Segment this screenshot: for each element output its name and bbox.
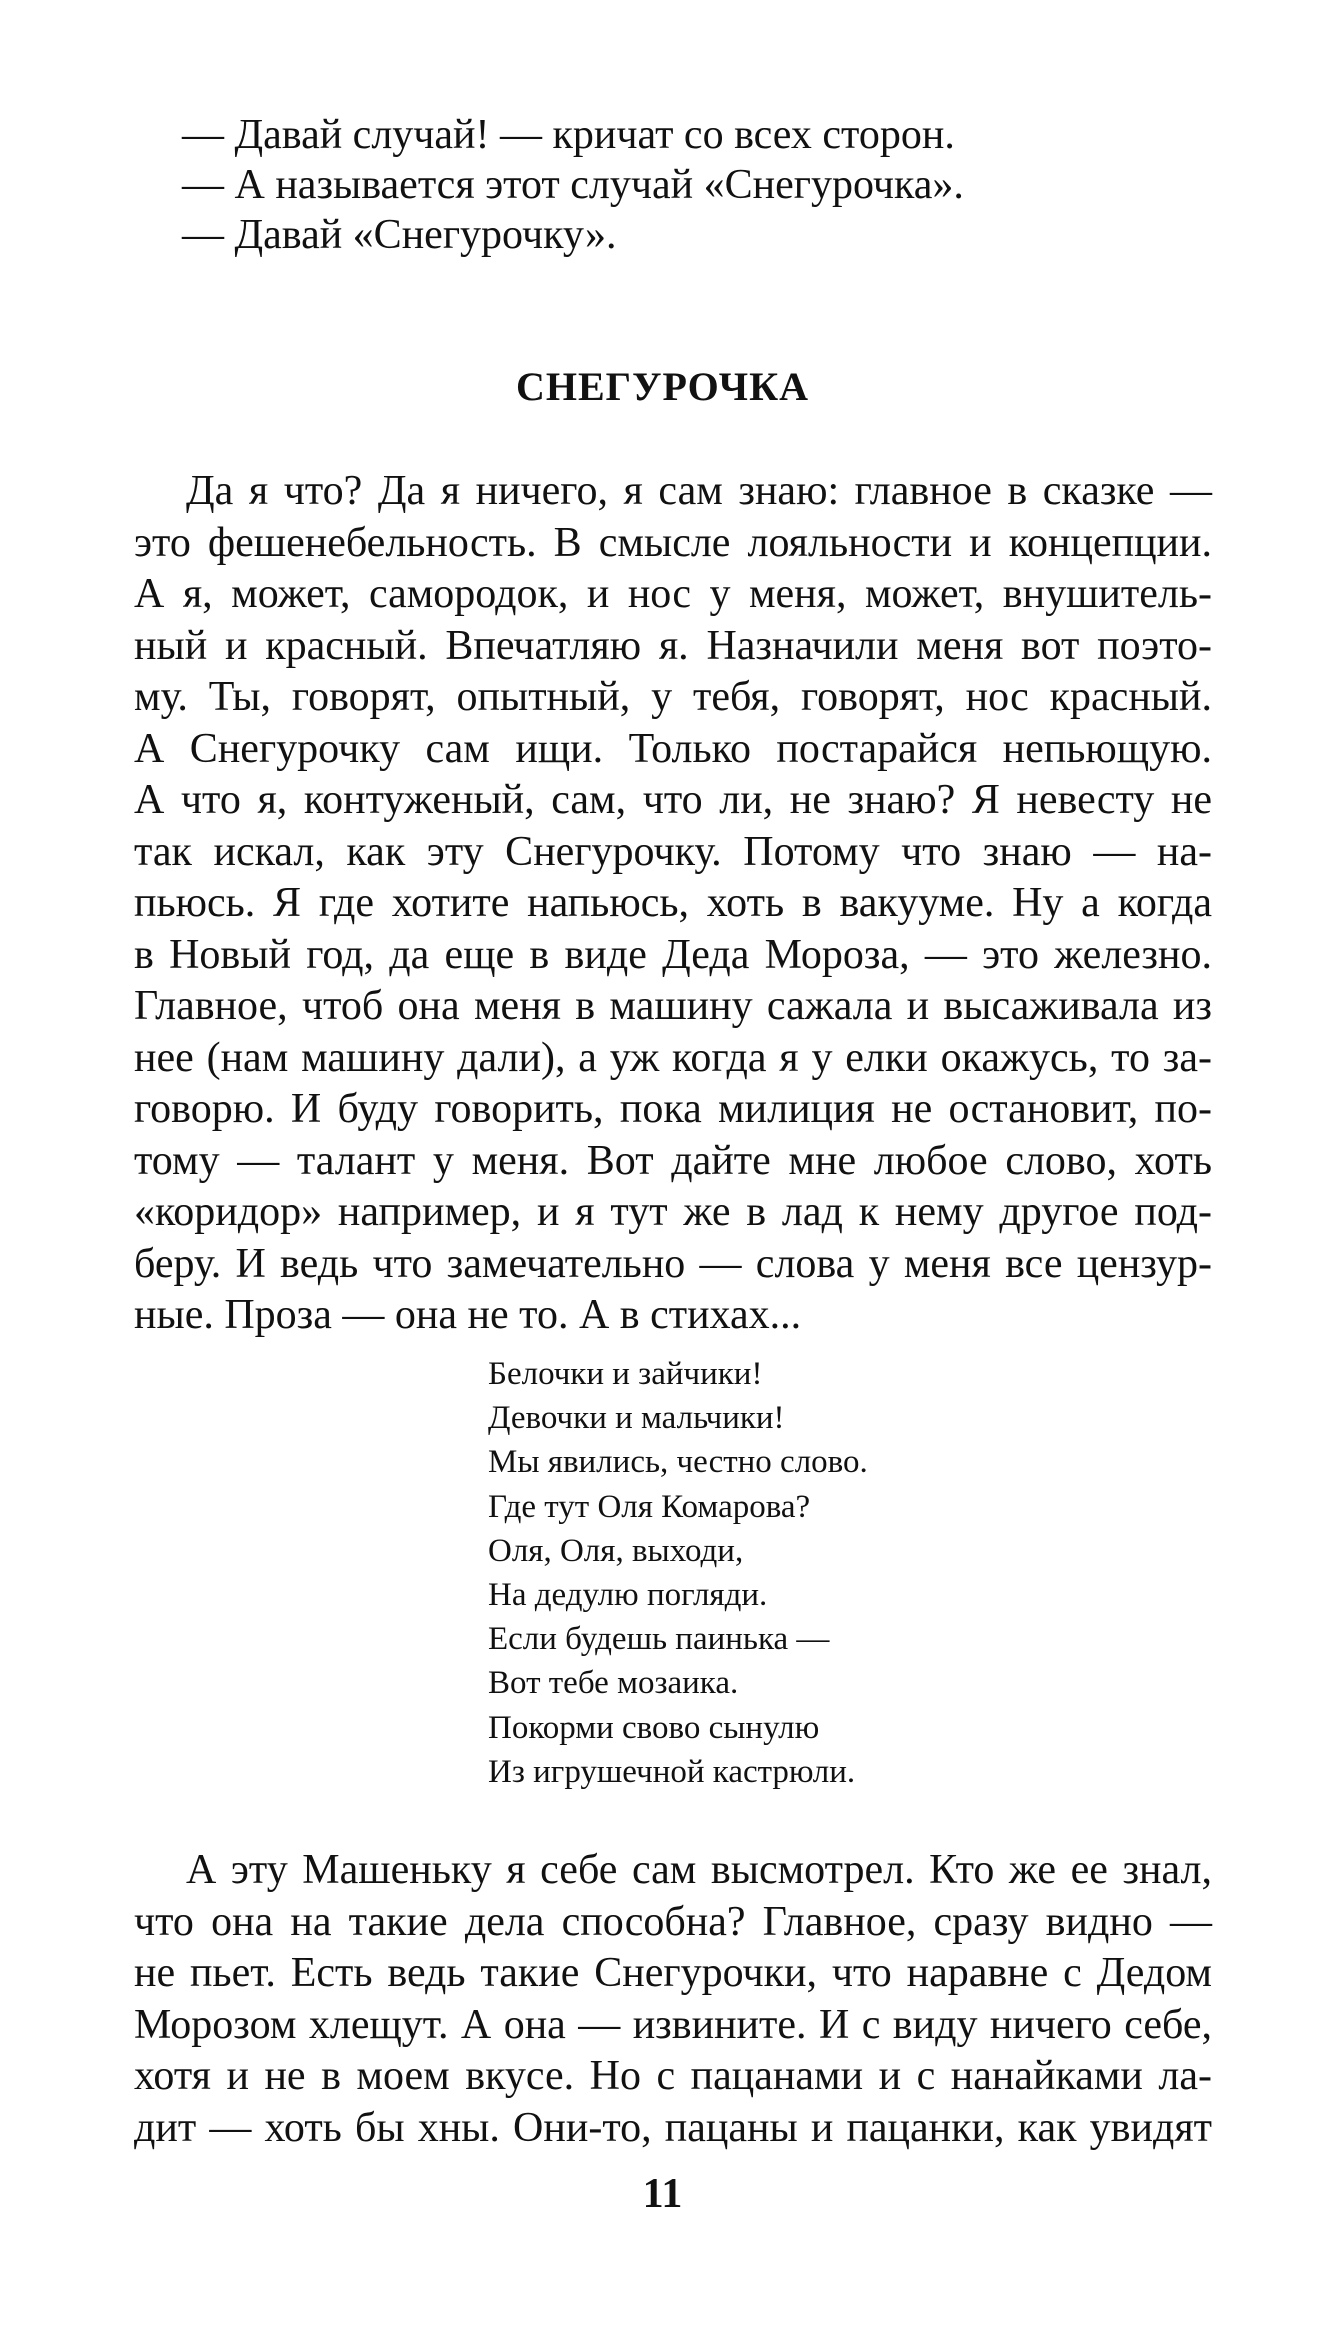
poem-block	[488, 1352, 1048, 1794]
text-line: Да я что? Да я ничего, я сам знаю: главное в сказке —	[186, 468, 1212, 514]
paragraph-1	[134, 466, 1212, 1342]
dialogue-block	[182, 110, 1232, 260]
chapter-title: СНЕГУРОЧКА	[515, 364, 810, 409]
text-line: му. Ты, говорят, опытный, у тебя, говорят, нос красный.	[134, 674, 1212, 720]
text-line: нее (нам машину дали), а уж когда я у елки окажусь, то за-	[134, 1034, 1212, 1081]
poem-line: Мы явились, честно слово.	[488, 1444, 868, 1481]
text-line: А я, может, самородок, и нос у меня, может, внушитель-	[134, 571, 1212, 617]
dialogue-line: — А называется этот случай «Снегурочка».	[182, 162, 964, 208]
text-line: А эту Машеньку я себе сам высмотрел. Кто же ее знал,	[186, 1847, 1212, 1893]
poem-line: Где тут Оля Комарова?	[488, 1488, 811, 1525]
poem-line: Белочки и зайчики!	[488, 1356, 763, 1392]
text-line: Главное, чтоб она меня в машину сажала и высаживала из	[134, 983, 1212, 1029]
dialogue-line: — Давай «Снегурочку».	[182, 212, 617, 258]
text-line: «коридор» например, и я тут же в лад к нему другое под-	[134, 1189, 1212, 1235]
poem-line: Из игрушечной кастрюли.	[488, 1753, 856, 1790]
text-line: что она на такие дела способна? Главное, сразу видно —	[134, 1898, 1212, 1945]
text-line: А Снегурочку сам ищи. Только постарайся непьющую.	[134, 725, 1212, 772]
text-line: А что я, контуженый, сам, что ли, не знаю? Я невесту не	[134, 777, 1212, 823]
text-line: беру. И ведь что замечательно — слова у меня все цензур-	[134, 1240, 1212, 1287]
text-line: пьюсь. Я где хотите напьюсь, хоть в вакууме. Ну а когда	[134, 880, 1212, 926]
text-line: ные. Проза — она не то. А в стихах...	[134, 1292, 802, 1338]
text-line: дит — хоть бы хны. Они-то, пацаны и пацанки, как увидят	[134, 2104, 1212, 2151]
dialogue-line: — Давай случай! — кричат со всех сторон.	[182, 112, 955, 158]
poem-line: Девочки и мальчики!	[488, 1400, 785, 1437]
poem-line: Покорми свово сынулю	[488, 1709, 820, 1746]
poem-line: Вот тебе мозаика.	[488, 1665, 739, 1702]
text-line: не пьет. Есть ведь такие Снегурочки, что наравне с Дедом	[134, 1950, 1212, 1996]
text-line: хотя и не в моем вкусе. Но с пацанами и с нанайками ла-	[134, 2053, 1212, 2099]
poem-line: Если будешь паинька —	[488, 1621, 830, 1658]
text-line: тому — талант у меня. Вот дайте мне любое слово, хоть	[134, 1137, 1212, 1184]
text-line: это фешенебельность. В смысле лояльности и концепции.	[134, 519, 1212, 566]
text-line: говорю. И буду говорить, пока милиция не остановит, по-	[134, 1086, 1212, 1132]
text-line: Морозом хлещут. А она — извините. И с виду ничего себе,	[134, 2001, 1212, 2048]
text-line: так искал, как эту Снегурочку. Потому что знаю — на-	[134, 828, 1212, 875]
text-line: в Новый год, да еще в виде Деда Мороза, — это железно.	[134, 931, 1212, 978]
paragraph-2	[134, 1845, 1212, 2154]
poem-line: На дедулю погляди.	[488, 1577, 768, 1614]
poem-line: Оля, Оля, выходи,	[488, 1532, 744, 1569]
page-number: 11	[642, 2171, 683, 2217]
text-line: ный и красный. Впечатляю я. Назначили меня вот поэто-	[134, 622, 1212, 669]
